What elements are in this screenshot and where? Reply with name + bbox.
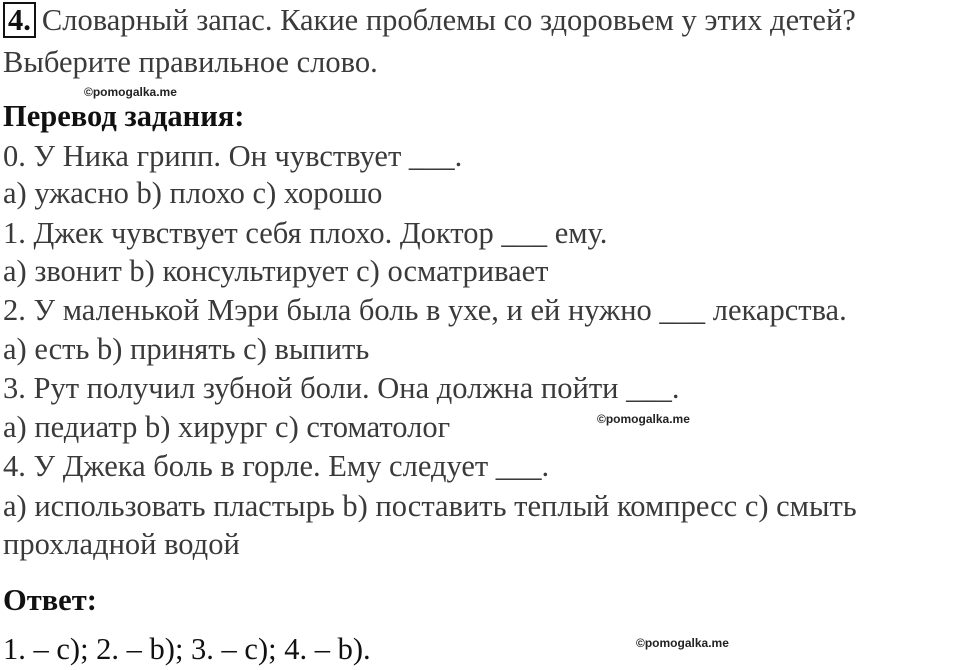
- task-title-line1: [3, 2, 856, 38]
- translation-line: a) звонит b) консультирует c) осматривает: [3, 254, 549, 288]
- translation-heading: Перевод задания:: [3, 99, 245, 133]
- translation-line: 0. У Ника грипп. Он чувствует ___.: [3, 139, 463, 173]
- watermark: ©pomogalka.me: [636, 636, 729, 650]
- answer-heading: Ответ:: [3, 583, 97, 617]
- translation-line: a) использовать пластырь b) поставить теплый компресс c) смыть: [3, 489, 857, 523]
- watermark: ©pomogalka.me: [84, 85, 177, 99]
- answer-text: 1. – c); 2. – b); 3. – c); 4. – b).: [3, 632, 371, 666]
- translation-line: 4. У Джека боль в горле. Ему следует ___.: [3, 449, 550, 483]
- translation-line: прохладной водой: [3, 527, 240, 561]
- task-title-text: Словарный запас. Какие проблемы со здоровьем у этих детей?: [41, 3, 856, 37]
- translation-line: 1. Джек чувствует себя плохо. Доктор ___ ему.: [3, 216, 608, 250]
- translation-line: 2. У маленькой Мэри была боль в ухе, и ей нужно ___ лекарства.: [3, 293, 847, 327]
- task-number: 4.: [3, 2, 36, 38]
- task-title-line2: Выберите правильное слово.: [3, 45, 378, 79]
- watermark: ©pomogalka.me: [597, 412, 690, 426]
- translation-line: a) ужасно b) плохо c) хорошо: [3, 176, 383, 210]
- translation-line: a) педиатр b) хирург c) стоматолог: [3, 410, 451, 444]
- translation-line: 3. Рут получил зубной боли. Она должна пойти ___.: [3, 371, 680, 405]
- translation-line: a) есть b) принять c) выпить: [3, 332, 370, 366]
